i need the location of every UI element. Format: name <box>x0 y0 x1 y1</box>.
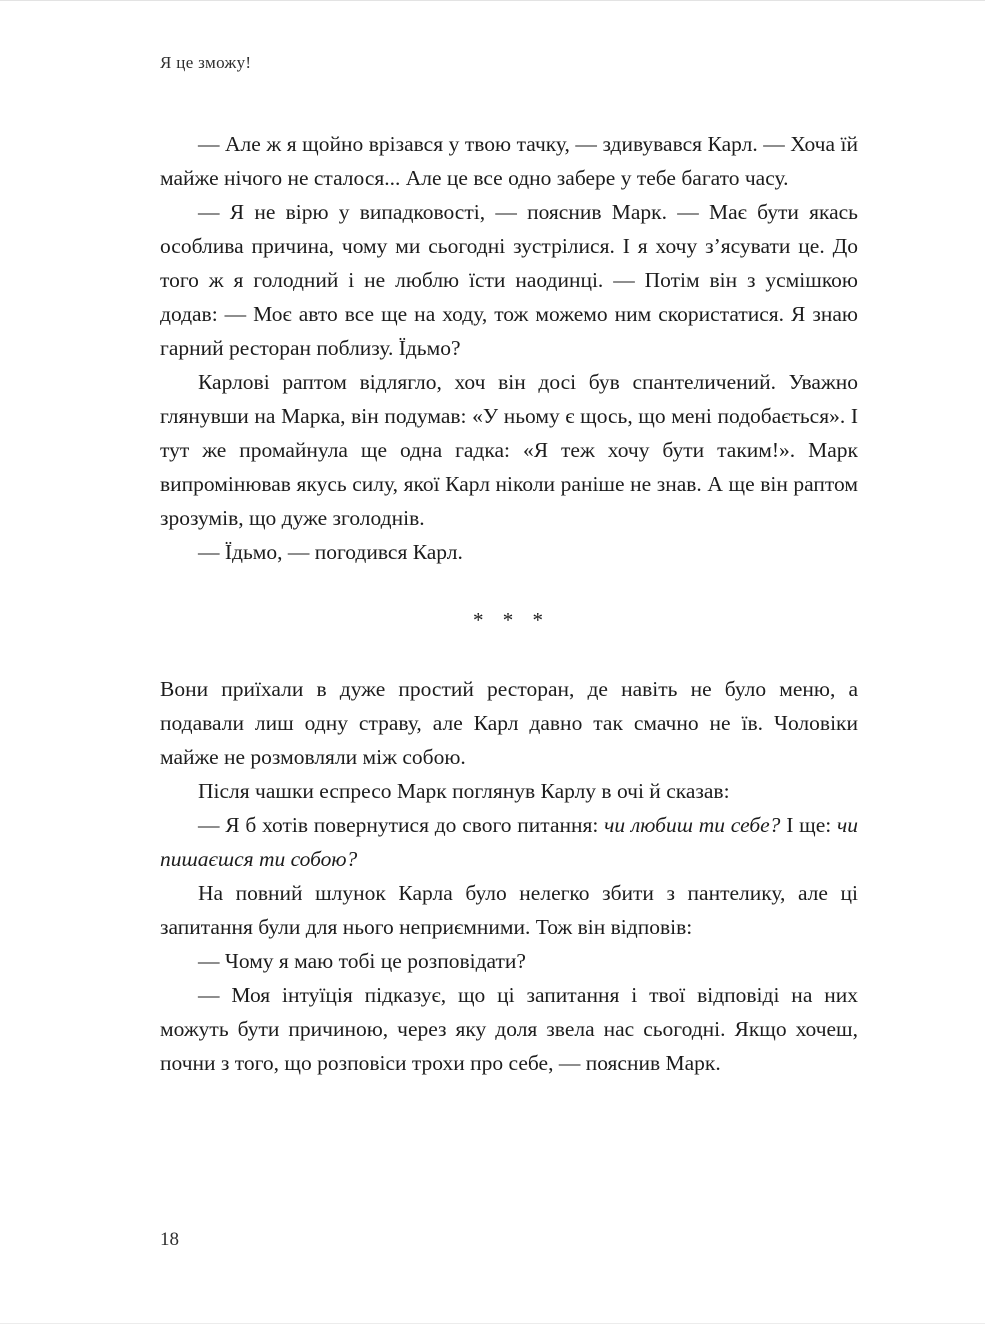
paragraph <box>160 535 858 569</box>
paragraph <box>160 808 858 876</box>
text-segment: На повний шлунок Карла було нелегко збити з пантелику, але ці запитання були для нього неприємними. Тож він відповів: <box>160 881 858 939</box>
text-segment: — Їдьмо, — погодився Карл. <box>198 540 463 564</box>
paragraph <box>160 365 858 535</box>
paragraph <box>160 127 858 195</box>
text-blocks <box>160 127 858 1080</box>
text-segment: — Я не вірю у випадковості, — пояснив Марк. — Має бути якась особлива причина, чому ми сьогодні зустрілися. І я хочу з’ясувати це. До того ж я голодний і не люблю їсти наодинці. — Потім він з усмішкою додав: — Моє авто все ще на ходу, тож можемо ним скористатися. Я знаю гарний ресторан поблизу. Їдьмо? <box>160 200 858 360</box>
section-separator: * * * <box>473 608 545 632</box>
italic-text-segment: чи любиш ти себе? <box>604 813 781 837</box>
text-segment: — Але ж я щойно врізався у твою тачку, — здивувався Карл. — Хоча їй майже нічого не сталося... Але це все одно забере у тебе багато часу. <box>160 132 858 190</box>
text-segment: — Я б хотів повернутися до свого питання: <box>198 813 605 837</box>
running-head: Я це зможу! <box>160 53 252 72</box>
paragraph <box>160 876 858 944</box>
text-segment: І ще: <box>780 813 837 837</box>
text-segment: — Моя інтуїція підказує, що ці запитання і твої відповіді на них можуть бути причиною, через яку доля звела нас сьогодні. Якщо хочеш, почни з того, що розповіси трохи про себе, — пояснив Марк. <box>160 983 858 1075</box>
text-segment: Карлові раптом відлягло, хоч він досі був спантеличений. Уважно глянувши на Марка, він подумав: «У ньому є щось, що мені подобається». І тут же промайнула ще одна гадка: «Я теж хочу бути таким!». Марк випромінював якусь силу, якої Карл ніколи раніше не знав. А ще він раптом зрозумів, що дуже зголоднів. <box>160 370 858 530</box>
text-segment: Після чашки еспресо Марк поглянув Карлу в очі й сказав: <box>198 779 730 803</box>
paragraph <box>160 672 858 774</box>
paragraph <box>160 978 858 1080</box>
text-segment: — Чому я маю тобі це розповідати? <box>198 949 526 973</box>
paragraph <box>160 774 858 808</box>
paragraph <box>160 944 858 978</box>
paragraph <box>160 195 858 365</box>
italic-text-segment: чи пишаєшся ти собою? <box>160 813 859 871</box>
text-segment: Вони приїхали в дуже простий ресторан, де навіть не було меню, а подавали лиш одну страву, але Карл давно так смачно не їв. Чоловіки майже не розмовляли між собою. <box>160 677 858 769</box>
page-number: 18 <box>160 1229 179 1250</box>
